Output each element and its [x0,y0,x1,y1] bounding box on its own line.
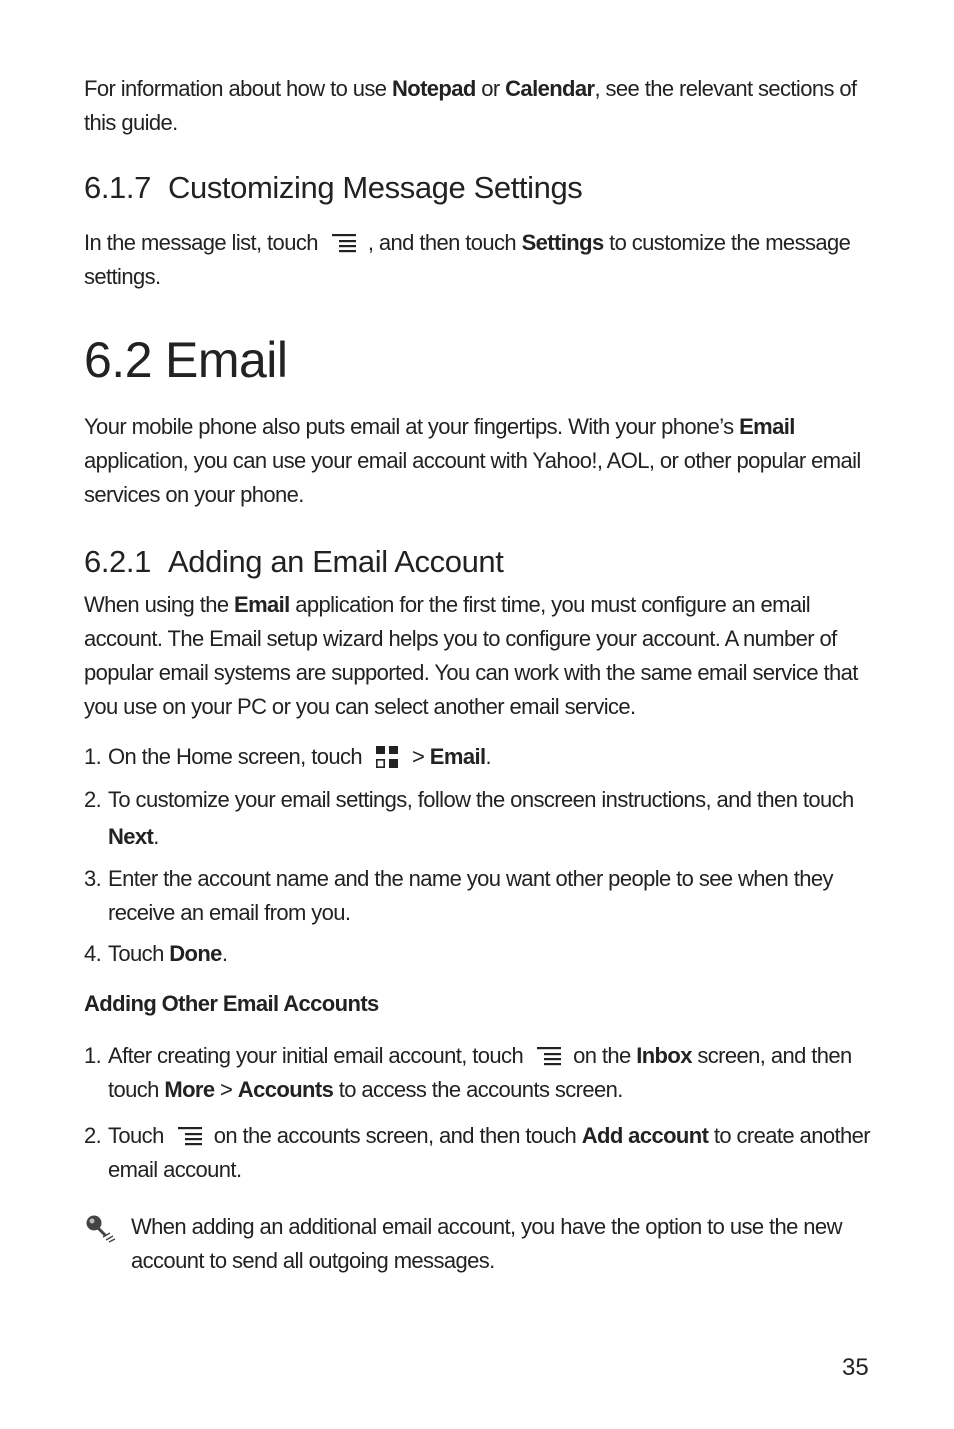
menu-icon [537,1045,561,1067]
calendar-term: Calendar [505,76,595,101]
section-6-1-7-paragraph: In the message list, touch , and then touch Settings to customize the message settings. [84,230,851,289]
list-item: 4. Touch Done. [84,941,228,966]
tip-text: When adding an additional email account, you have the option to use the new account to send all outgoing messages. [131,1214,842,1273]
tip-icon [84,1213,118,1243]
section-6-2-paragraph: Your mobile phone also puts email at your fingertips. With your phone’s Email application, you can use your email account with Yahoo!, AOL, or other popular email services on your phone. [84,414,861,507]
page-content [84,72,874,1278]
list-item: 2. To customize your email settings, follow the onscreen instructions, and then touch Next. [84,787,854,849]
section-6-2-1-paragraph: When using the Email application for the first time, you must configure an email account. The Email setup wizard helps you to configure your account. A number of popular email systems are supported. You can work with the same email service that you use on your PC or you can select another email service. [84,592,858,719]
intro-paragraph: For information about how to use Notepad or Calendar, see the relevant sections of this guide. [84,76,857,135]
section-6-2-heading: 6.2 Email [84,332,288,388]
section-6-1-7-heading: 6.1.7 Customizing Message Settings [84,170,583,205]
list-item: 1. On the Home screen, touch > Email. [84,744,492,769]
setup-steps-list [84,740,874,971]
tip-note [84,1210,874,1278]
settings-term: Settings [521,230,604,255]
other-accounts-heading: Adding Other Email Accounts [84,991,379,1016]
notepad-term: Notepad [391,76,476,101]
menu-icon [178,1125,202,1147]
list-item: 2. Touch on the accounts screen, and then touch Add account to create another email account. [84,1123,870,1182]
list-item: 3. Enter the account name and the name you want other people to see when they receive an email from you. [84,866,833,925]
apps-grid-icon [376,746,398,768]
section-6-2-1-heading: 6.2.1 Adding an Email Account [84,544,504,579]
other-accounts-steps-list [84,1039,874,1187]
menu-icon [332,232,356,254]
list-item: 1. After creating your initial email account, touch on the Inbox screen, and then touch More > Accounts to access the accounts screen. [84,1043,852,1102]
page-number: 35 [842,1354,869,1381]
email-term: Email [234,592,290,617]
email-term: Email [739,414,795,439]
